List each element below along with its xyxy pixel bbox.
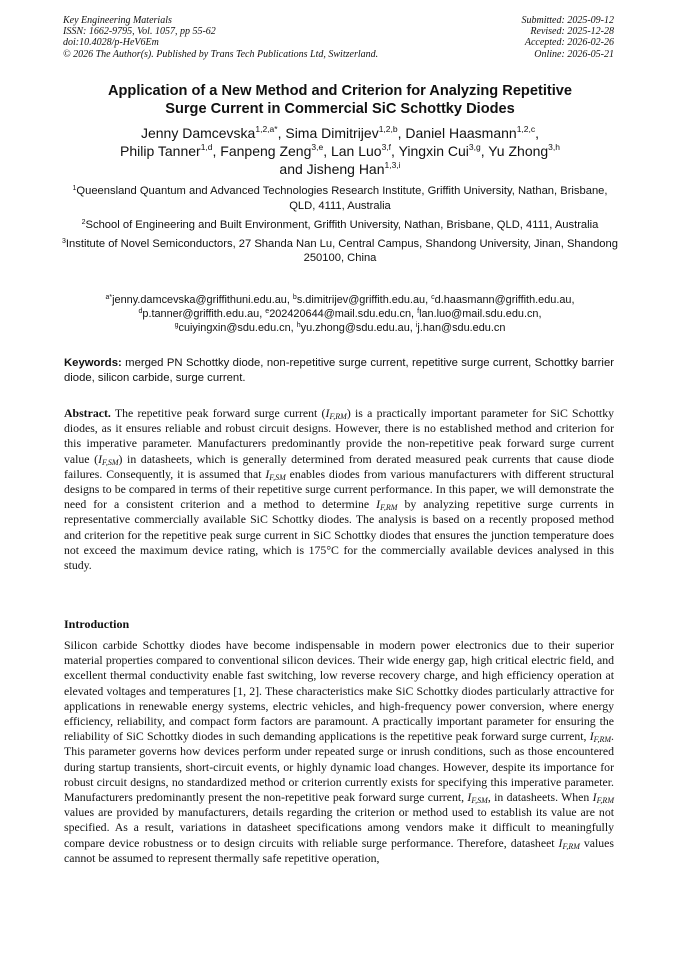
author-conjunction: and xyxy=(279,161,307,177)
email-entry xyxy=(293,294,431,306)
author-separator: , xyxy=(535,125,540,141)
author xyxy=(220,143,331,159)
affiliation-list xyxy=(62,184,618,270)
email-mark: d xyxy=(138,308,143,316)
email-separator: , xyxy=(286,294,293,306)
email-mark: g xyxy=(174,322,179,330)
email-mark: h xyxy=(296,322,301,330)
paper-title xyxy=(60,82,620,118)
affiliation xyxy=(62,184,618,213)
email-mark: i xyxy=(415,322,418,330)
accepted-date: Accepted: 2026-02-26 xyxy=(524,37,614,49)
title-line-1: Application of a New Method and Criterion for Analyzing Repetitive xyxy=(107,83,573,99)
email-separator: , xyxy=(290,322,297,335)
email-address[interactable]: lan.luo@mail.sdu.edu.cn, xyxy=(419,308,542,321)
math-symbol-ifrm: $I_{F,RM}$ xyxy=(558,835,580,851)
publication-dates xyxy=(522,15,615,60)
author xyxy=(141,125,285,141)
author xyxy=(488,143,560,159)
email-mark: f xyxy=(417,308,420,316)
affiliation-text: Queensland Quantum and Advanced Technologies Research Institute, Griffith University, Nathan, Brisbane, QLD, 4111, Australia xyxy=(76,185,608,212)
math-symbol-ifsm: $I_{F,SM}$ xyxy=(467,790,488,806)
email-list xyxy=(58,293,622,336)
author-name: Sima Dimitrijev xyxy=(285,125,379,141)
email-entry xyxy=(175,322,297,334)
email-entry xyxy=(416,322,506,334)
affiliation-text: Institute of Novel Semiconductors, 27 Shanda Nan Lu, Central Campus, Shandong University, Jinan, Shandong 250100, China xyxy=(65,237,618,265)
author-affiliation-mark: 1,3,i xyxy=(384,160,401,170)
email-separator: , xyxy=(409,322,416,335)
abstract xyxy=(64,406,614,573)
author xyxy=(120,143,220,159)
revised-date: Revised: 2025-12-28 xyxy=(530,26,614,38)
author-separator: , xyxy=(397,125,406,141)
email-address[interactable]: 202420644@mail.sdu.edu.cn xyxy=(269,308,412,321)
abstract-label: Abstract. xyxy=(64,406,111,420)
email-address[interactable]: d.haasmann@griffith.edu.au, xyxy=(434,294,575,306)
affiliation-number: 2 xyxy=(81,218,86,226)
affiliation-number: 1 xyxy=(72,185,77,192)
author-name: Yingxin Cui xyxy=(398,143,469,159)
introduction-paragraph: Silicon carbide Schottky diodes have become indispensable in modern power electronics due to their superior material properties compared to conventional silicon devices. Their wide energy gap, high critical electric field, and excellent thermal conductivity enable fast switching, low reverse recovery charge, and high efficiency operation at elevated voltages and temperatures [1, 2]. These characteristics make SiC Schottky diodes particularly attractive for applications in renewable energy systems, electric vehicles, and high-frequency power conversion, where energy efficiency, reliability, and compact form factors are paramount. A practically important parameter for ensuring the reliability of SiC Schottky diodes in such demanding applications is the repetitive peak forward surge current, $I_{F,RM}$. This parameter governs how devices perform under repeated surge or inrush conditions, such as those encountered during startup transients, short-circuit events, or highly dynamic load changes. However, despite its importance for robust circuit designs, no standardized method or criterion currently exists for specifying this imperative parameter. Manufacturers predominantly present the non-repetitive peak forward surge current, $I_{F,SM}$, in datasheets. When $I_{F,RM}$ values are provided by manufacturers, details regarding the criterion or method used to establish its value are not specified. As a result, variations in datasheet specifications among vendors make it difficult to meaningfully compare device robustness or to design circuits with reliable surge performance. Therefore, datasheet $I_{F,RM}$ values cannot be assumed to represent thermally safe repetitive operation, xyxy=(64,638,614,865)
author-affiliation-mark: 3,e xyxy=(311,142,324,152)
email-address[interactable]: cuiyingxin@sdu.edu.cn xyxy=(178,322,291,335)
email-entry xyxy=(297,322,416,334)
author xyxy=(279,161,400,177)
affiliation xyxy=(62,218,618,233)
email-separator: , xyxy=(259,308,266,321)
email-address[interactable]: p.tanner@griffith.edu.au xyxy=(142,308,260,321)
email-address[interactable]: jenny.damcevska@griffithuni.edu.au xyxy=(112,294,287,306)
keywords-label: Keywords: xyxy=(64,357,122,369)
affiliation xyxy=(62,237,618,266)
email-entry xyxy=(431,294,574,306)
email-mark: e xyxy=(265,308,270,316)
author-name: Fanpeng Zeng xyxy=(220,143,312,159)
math-symbol-ifrm: $I_{F,RM}$ xyxy=(592,790,614,806)
math-symbol-ifrm: $I_{F,RM}$ xyxy=(325,406,347,421)
email-entry xyxy=(265,308,420,321)
math-symbol-ifrm: $I_{F,RM}$ xyxy=(376,497,398,513)
email-mark: c xyxy=(431,294,435,301)
title-line-2: Surge Current in Commercial SiC Schottky Diodes xyxy=(165,101,515,117)
abstract-body: The repetitive peak forward surge current $(I_{F,RM})$ is a practically important parameter for SiC Schottky diodes, as it ensures reliable and robust circuit designs. However, there is no established method and criterion for this imperative parameter. Manufacturers predominantly provide the non-repetitive peak forward surge current value $(I_{F,SM})$ in datasheets, which is generally determined from derated measured peak currents that cause diode failures. Consequently, it is assumed that $I_{F,SM}$ enables diodes from various manufacturers with different structural designs to be compared in terms of their repetitive surge current performance. In this paper, we will demonstrate the need for a consistent criterion and a method to determine $I_{F,RM}$ by analyzing repetitive surge currents in representative commercially available SiC Schottky diodes. The analysis is based on a recently proposed method and criterion for the repetitive peak surge current in SiC Schottky diodes that ensures the junction temperature does not exceed the maximum device rating, which is 175°C for the commercially available devices analysed in this study. xyxy=(64,406,615,573)
journal-info xyxy=(63,15,378,60)
author-separator: , xyxy=(391,143,399,159)
author-affiliation-mark: 1,d xyxy=(200,142,213,152)
author-affiliation-mark: 3,f xyxy=(381,142,392,152)
author-separator: , xyxy=(212,143,221,159)
affiliation-text: School of Engineering and Built Environment, Griffith University, Nathan, Brisbane, QLD, 4111, Australia xyxy=(85,218,599,231)
math-symbol-ifsm: $I_{F,SM}$ xyxy=(98,451,119,467)
submitted-date: Submitted: 2025-09-12 xyxy=(521,15,614,26)
journal-name: Key Engineering Materials xyxy=(63,15,172,26)
section-heading-introduction: Introduction xyxy=(64,617,130,631)
author xyxy=(405,125,539,141)
author-name: Daniel Haasmann xyxy=(405,125,517,141)
author-name: Jisheng Han xyxy=(306,161,385,177)
author-name: Yu Zhong xyxy=(488,143,549,159)
author-affiliation-mark: 1,2,c xyxy=(516,124,536,134)
email-mark: a* xyxy=(105,294,113,301)
author-separator: , xyxy=(480,143,489,159)
email-entry xyxy=(106,294,293,306)
author-name: Jenny Damcevska xyxy=(140,125,256,141)
email-mark: b xyxy=(292,294,297,301)
author xyxy=(399,143,489,159)
email-address[interactable]: s.dimitrijev@griffith.edu.au xyxy=(296,294,426,306)
math-symbol-ifsm: $I_{F,SM}$ xyxy=(265,466,286,482)
email-address[interactable]: j.han@sdu.edu.cn xyxy=(417,322,506,335)
copyright-notice: © 2026 The Author(s). Published by Trans Tech Publications Ltd, Switzerland. xyxy=(63,48,379,60)
author-separator: , xyxy=(277,125,286,141)
author-name: Philip Tanner xyxy=(120,143,201,159)
author-list xyxy=(70,124,610,178)
author xyxy=(331,143,399,159)
email-address[interactable]: yu.zhong@sdu.edu.au xyxy=(300,322,410,335)
author-affiliation-mark: 1,2,b xyxy=(378,124,398,134)
affiliation-number: 3 xyxy=(62,237,66,245)
email-separator: , xyxy=(411,308,418,321)
math-symbol-ifrm: $I_{F,RM}$ xyxy=(589,729,612,745)
email-separator: , xyxy=(425,294,432,306)
author-separator: , xyxy=(323,143,331,159)
online-date: Online: 2026-05-21 xyxy=(534,48,614,60)
author-affiliation-mark: 3,g xyxy=(468,142,481,152)
keywords xyxy=(64,356,614,386)
email-entry xyxy=(417,308,541,320)
author xyxy=(285,125,405,141)
author-affiliation-mark: 3,h xyxy=(548,142,560,152)
issn-volume-pages: ISSN: 1662-9795, Vol. 1057, pp 55-62 xyxy=(63,26,216,38)
author-affiliation-mark: 1,2,a* xyxy=(255,124,278,134)
email-entry xyxy=(138,308,265,320)
keywords-text: merged PN Schottky diode, non-repetitive surge current, repetitive surge current, Schottky barrier diode, silicon carbide, surge current. xyxy=(64,357,614,384)
doi[interactable]: doi:10.4028/p-HeV6Em xyxy=(63,37,159,49)
author-name: Lan Luo xyxy=(330,143,382,159)
